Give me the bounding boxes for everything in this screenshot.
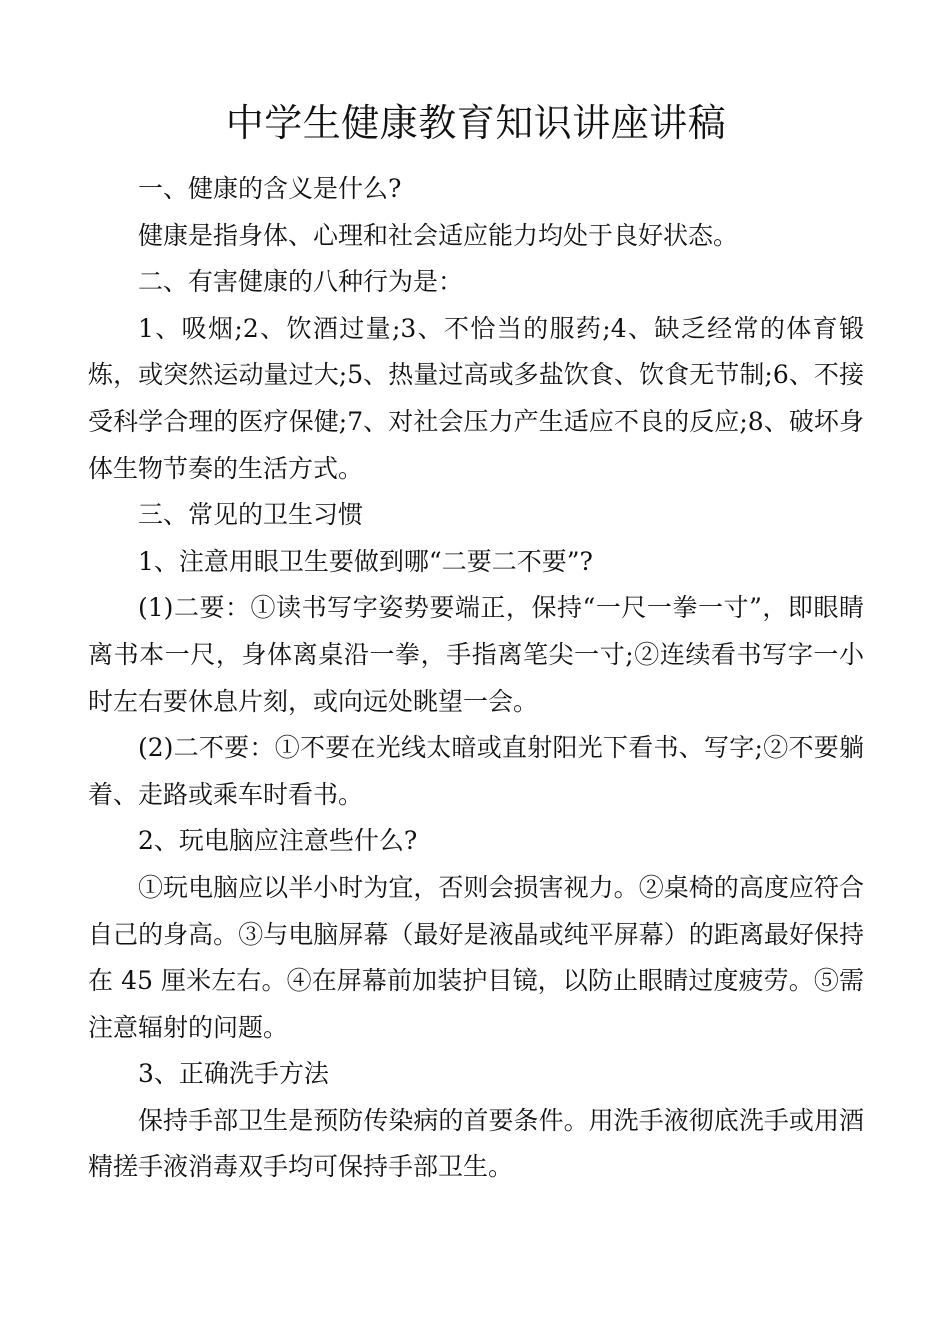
paragraph-hand-hygiene: 保持手部卫生是预防传染病的首要条件。用洗手液彻底洗手或用酒精搓手液消毒双手均可保持手部卫生。 — [88, 1105, 864, 1182]
document-title: 中学生健康教育知识讲座讲稿 — [225, 101, 727, 145]
section-heading-harmful-behaviors: 二、有害健康的八种行为是： — [138, 267, 464, 297]
section-heading-health-meaning: 一、健康的含义是什么? — [138, 174, 402, 203]
paragraph-harmful-behaviors-list: 1、吸烟;2、饮酒过量;3、不恰当的服药;4、缺乏经常的体育锻炼，或突然运动量过大;5、热量过高或多盐饮食、饮食无节制;6、不接受科学合理的医疗保健;7、对社会压力产生适应不良的反应;8、破坏身体生物节奏的生活方式。 — [88, 313, 864, 483]
paragraph-eye-donts: (2)二不要：①不要在光线太暗或直射阳光下看书、写字;②不要躺着、走路或乘车时看书。 — [88, 733, 864, 809]
subheading-computer-use: 2、玩电脑应注意些什么? — [138, 826, 418, 856]
document-body — [88, 166, 864, 1191]
paragraph-health-definition: 健康是指身体、心理和社会适应能力均处于良好状态。 — [138, 220, 739, 250]
subheading-hand-washing: 3、正确洗手方法 — [138, 1059, 329, 1089]
subheading-eye-hygiene: 1、注意用眼卫生要做到哪“二要二不要”? — [138, 546, 593, 576]
paragraph-eye-dos: (1)二要：①读书写字姿势要端正，保持“一尺一拳一寸”，即眼睛离书本一尺，身体离桌沿一拳，手指离笔尖一寸;②连续看书写字一小时左右要休息片刻，或向远处眺望一会。 — [88, 593, 864, 716]
section-heading-hygiene-habits: 三、常见的卫生习惯 — [138, 500, 364, 530]
paragraph-computer-tips: ①玩电脑应以半小时为宜，否则会损害视力。②桌椅的高度应符合自己的身高。③与电脑屏幕（最好是液晶或纯平屏幕）的距离最好保持在 45 厘米左右。④在屏幕前加装护目镜，以防止眼睛过度疲劳。⑤需注意辐射的问题。 — [88, 872, 864, 1042]
